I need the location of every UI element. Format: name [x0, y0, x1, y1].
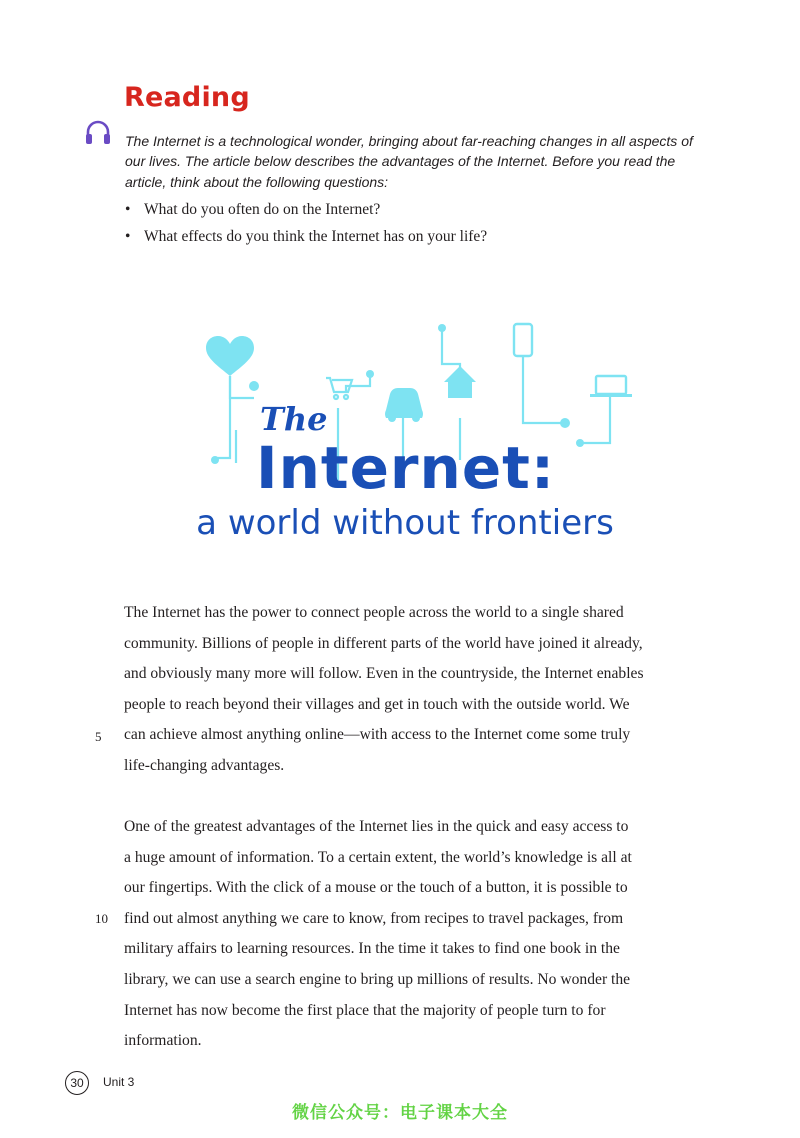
text-line: and obviously many more will follow. Even in the countryside, the Internet enables [124, 665, 644, 683]
question-item: • What effects do you think the Internet has on your life? [125, 228, 488, 245]
line-number: 10 [95, 911, 108, 926]
laptop-icon [596, 376, 626, 394]
text-line: The Internet has the power to connect people across the world to a single shared [124, 604, 624, 621]
shopping-cart-icon [326, 378, 352, 399]
banner-title-main: Internet: [256, 434, 556, 502]
banner-subtitle: a world without frontiers [196, 503, 614, 543]
text-line: Internet has now become the first place that the majority of people turn to for [124, 1001, 606, 1019]
internet-banner [160, 318, 650, 550]
heart-icon [206, 336, 254, 376]
text-line: community. Billions of people in different parts of the world have joined it already, [124, 634, 643, 652]
article-paragraph-2 [124, 812, 704, 1057]
text-line: a huge amount of information. To a certain extent, the world’s knowledge is all at [124, 848, 632, 866]
text-line: library, we can use a search engine to bring up millions of results. No wonder the [124, 970, 631, 988]
banner-title-the: The [260, 400, 328, 438]
text-line: life-changing advantages. [124, 756, 285, 774]
unit-label: Unit 3 [103, 1075, 135, 1089]
intro-text: The Internet is a technological wonder, bringing about far-reaching changes in all aspects of our lives. The article below describes the advantages of the Internet. Before you read the article, think about the following questions: [125, 133, 693, 190]
text-line: can achieve almost anything online—with access to the Internet come some truly [124, 726, 631, 744]
text-line: people to reach beyond their villages and get in touch with the outside world. We [124, 695, 630, 713]
question-item: • What do you often do on the Internet? [125, 201, 381, 218]
headphones-icon[interactable] [83, 118, 113, 148]
question-list [125, 196, 487, 250]
watermark: 微信公众号：电子课本大全 [292, 1103, 508, 1123]
text-line: military affairs to learning resources. In the time it takes to find one book in the [124, 940, 620, 958]
mobile-phone-icon [514, 324, 532, 356]
text-line: One of the greatest advantages of the Internet lies in the quick and easy access to [124, 818, 629, 835]
text-line: find out almost anything we care to know, from recipes to travel packages, from [124, 909, 624, 927]
article-paragraph-1 [124, 598, 704, 782]
text-line: information. [124, 1032, 202, 1050]
section-heading: Reading [124, 82, 250, 113]
line-number: 5 [95, 729, 102, 744]
house-icon [444, 366, 476, 398]
car-icon [385, 388, 423, 418]
page-number: 30 [65, 1071, 89, 1095]
text-line: our fingertips. With the click of a mouse or the touch of a button, it is possible to [124, 879, 628, 897]
